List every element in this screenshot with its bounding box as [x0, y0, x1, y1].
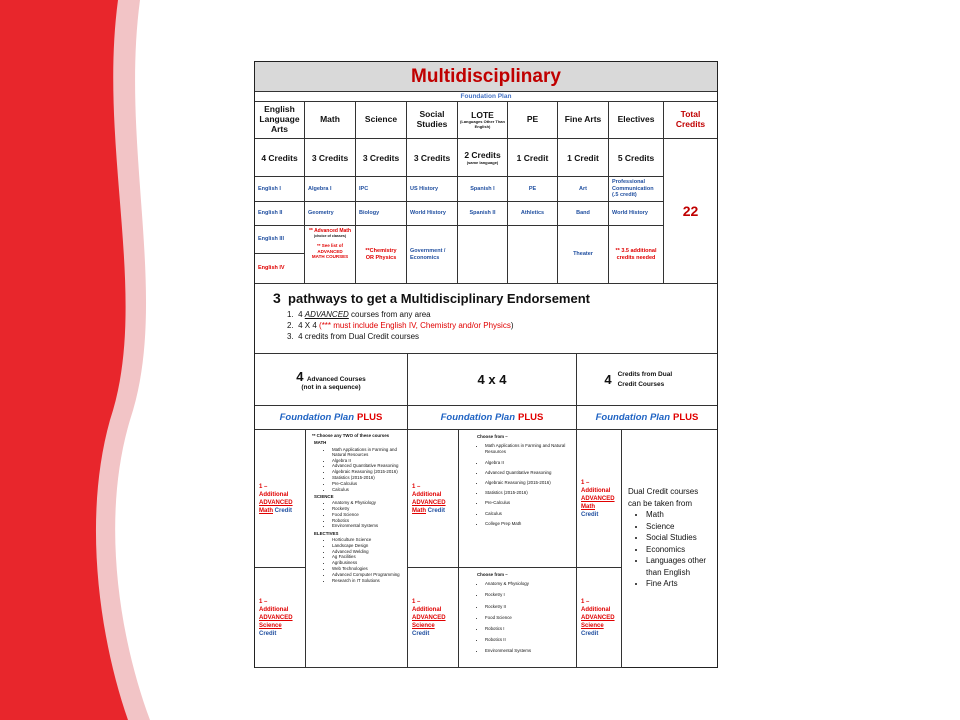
choose-from-heading-1: Choose from – [477, 434, 508, 439]
credits-science: 3 Credits [356, 139, 407, 177]
foundation-plan-plus-1 [255, 406, 408, 430]
credits-ela: 4 Credits [255, 139, 305, 177]
addl-math-credit-3 [577, 430, 622, 568]
foundation-plan-plus-3 [577, 406, 717, 430]
c3-sci-l5: Credit [581, 630, 599, 637]
course-theater: Theater [558, 226, 609, 284]
pathway-item-1: 1. 4 ADVANCED courses from any area [287, 310, 431, 319]
list-item: • Statistics (2015-2016) [332, 475, 403, 480]
course-art: Art [558, 177, 609, 202]
course-algebra-1: Algebra I [305, 177, 356, 202]
c3-sci-l1: 1 – [581, 598, 590, 605]
c2-sci-l1: 1 – [412, 598, 421, 605]
list-item: • Advanced Quantitative Reasoning [485, 470, 572, 476]
c2-math-l3: ADVANCED [412, 499, 446, 506]
list-item: • Pre-Calculus [332, 481, 403, 486]
course-band: Band [558, 202, 609, 226]
list-item: • Math Applications in Farming and Natural Resources [485, 443, 572, 455]
dual-credit-subjects [628, 509, 713, 590]
fp-plus-2: PLUS [518, 412, 544, 423]
pathways-list [273, 309, 717, 342]
c2-math-l2: Additional [412, 491, 442, 498]
pathways-section [255, 284, 717, 354]
course-spanish-1: Spanish I [458, 177, 508, 202]
credits-math: 3 Credits [305, 139, 356, 177]
c2-science-list [463, 581, 572, 654]
c1-math-l4: Math [259, 507, 273, 514]
pathway-1-post: courses from any area [348, 310, 431, 319]
pathway-item-3: 3. 4 credits from Dual Credit courses [287, 332, 420, 341]
choose-two-list [306, 430, 408, 668]
c2-math-l5: Credit [427, 507, 446, 514]
c1-math-l1: 1 – [259, 483, 268, 490]
c3-sci-l3: ADVANCED [581, 614, 615, 621]
pathways-count: 3 [273, 290, 281, 306]
course-geometry: Geometry [305, 202, 356, 226]
course-biology: Biology [356, 202, 407, 226]
c3-sci-l4: Science [581, 622, 604, 629]
list-item: • Algebra II [332, 458, 403, 463]
header-science: Science [356, 102, 407, 139]
option-dual-credit [577, 354, 717, 406]
addl-math-credit-1 [255, 430, 306, 568]
list-item: • Algebraic Reasoning (2015-2016) [485, 480, 572, 486]
list-item: • Landscape Design [332, 543, 403, 548]
list-item: • Anatomy & Physiology [485, 581, 572, 587]
fp-label-2: Foundation Plan [440, 412, 516, 423]
credits-social-studies: 3 Credits [407, 139, 458, 177]
course-professional-communication: Professional Communication (.5 credit) [609, 177, 664, 202]
header-social-studies: Social Studies [407, 102, 458, 139]
fp-plus-1: PLUS [357, 412, 383, 423]
c1-sci-l1: 1 – [259, 598, 268, 605]
header-electives: Electives [609, 102, 664, 139]
pathways-heading-text: pathways to get a Multidisciplinary Endorsement [288, 291, 590, 306]
list-item: • Calculus [485, 511, 572, 517]
fp-label-1: Foundation Plan [279, 412, 355, 423]
advanced-math-cell [305, 226, 356, 284]
list-item: • Agribusiness [332, 560, 403, 565]
pathway-1-em: ADVANCED [304, 310, 349, 319]
c1-electives-list [310, 537, 403, 583]
fp-plus-3: PLUS [673, 412, 699, 423]
c3-math-l4: Math [581, 503, 595, 510]
list-item: • Pre-Calculus [485, 500, 572, 506]
c3-math-l2: Additional [581, 487, 611, 494]
list-item: • Economics [646, 544, 713, 556]
list-item: • Environmental Systems [332, 523, 403, 528]
header-lote-note: (Languages Other Than English) [460, 119, 505, 129]
list-item: • Anatomy & Physiology [332, 500, 403, 505]
credits-fine-arts: 1 Credit [558, 139, 609, 177]
electives-additional-credits: ** 3.5 additional credits needed [609, 226, 664, 284]
list-item: • Robotics I [485, 626, 572, 632]
credits-lote [458, 139, 508, 177]
c3-math-l3: ADVANCED [581, 495, 615, 502]
c3-math-l1: 1 – [581, 479, 590, 486]
slide-red-wave-decoration [0, 0, 200, 720]
choose-from-heading-2: Choose from – [477, 572, 508, 577]
c2-math-list [463, 443, 572, 527]
c1-math-l5: Credit [274, 507, 293, 514]
course-ipc: IPC [356, 177, 407, 202]
credits-lote-note: (same language) [466, 160, 499, 165]
empty-lote-cell [458, 226, 508, 284]
header-fine-arts: Fine Arts [558, 102, 609, 139]
credits-pe: 1 Credit [508, 139, 558, 177]
math-section-label: MATH [314, 440, 327, 446]
course-pe: PE [508, 177, 558, 202]
c1-sci-l2: Additional [259, 606, 289, 613]
list-item: • Robotics II [485, 637, 572, 643]
science-section-label: SCIENCE [314, 493, 334, 499]
choose-from-math-list [459, 430, 577, 568]
list-item: • Languages other than English [646, 555, 713, 578]
course-world-history: World History [407, 202, 458, 226]
course-government-economics: Government / Economics [407, 226, 458, 284]
electives-section-label: ELECTIVES [314, 530, 339, 536]
course-us-history: US History [407, 177, 458, 202]
c3-sci-l2: Additional [581, 606, 611, 613]
list-item: • Rocketry II [485, 604, 572, 610]
option-1-text: Advanced Courses [306, 375, 366, 383]
list-item: • College Prep Math [485, 521, 572, 527]
header-lote-label: LOTE [471, 109, 494, 120]
list-item: • Robotics [332, 518, 403, 523]
chemistry-or-physics: **Chemistry OR Physics [356, 226, 407, 284]
c1-sci-l4: Science [259, 622, 282, 629]
dual-credit-intro: Dual Credit courses can be taken from [628, 487, 699, 508]
list-item: • Advanced Welding [332, 549, 403, 554]
header-ela: English Language Arts [255, 102, 305, 139]
choose-from-science-list [459, 568, 577, 668]
pathway-item-2: 2. 4 X 4 (*** must include English IV, Chemistry and/or Physics) [287, 321, 514, 330]
list-item: • Environmental Systems [485, 648, 572, 654]
list-item: • Math [646, 509, 713, 521]
course-world-history-elective: World History [609, 202, 664, 226]
list-item: • Fine Arts [646, 578, 713, 590]
header-total-credits: Total Credits [664, 102, 717, 139]
advanced-math-label: ** Advanced Math [308, 228, 352, 234]
list-item: • Science [646, 521, 713, 533]
list-item: • Research in IT Solutions [332, 578, 403, 583]
c1-science-list [310, 500, 403, 528]
list-item: • Web Technologies [332, 566, 403, 571]
course-english-2: English II [255, 202, 305, 226]
c1-math-list [310, 447, 403, 492]
empty-pe-cell [508, 226, 558, 284]
c2-math-l4: Math [412, 507, 426, 514]
list-item: • Horticulture Science [332, 537, 403, 542]
credits-lote-value: 2 Credits [464, 150, 501, 160]
page-title: Multidisciplinary [255, 62, 717, 92]
c1-math-l3: ADVANCED [259, 499, 293, 506]
course-english-4: English IV [255, 254, 305, 284]
foundation-plan-plus-2 [408, 406, 577, 430]
header-math: Math [305, 102, 356, 139]
list-item: • Food Science [485, 615, 572, 621]
option-3-number: 4 [604, 372, 612, 387]
addl-math-credit-2 [408, 430, 459, 568]
choose-two-heading: ** Choose any TWO of these courses [312, 433, 390, 438]
option-3-text: Credits from Dual Credit Courses [617, 370, 673, 388]
option-1-number: 4 [296, 368, 304, 384]
list-item: • Math Applications in Farming and Natural Resources [332, 447, 403, 458]
endorsement-document [254, 61, 718, 668]
course-english-1: English I [255, 177, 305, 202]
list-item: • Calculus [332, 487, 403, 492]
c2-sci-l2: Additional [412, 606, 442, 613]
c1-math-l2: Additional [259, 491, 289, 498]
dual-credit-list [622, 430, 717, 668]
list-item: • Ag Facilities [332, 554, 403, 559]
course-english-3: English III [255, 226, 305, 254]
pathway-2-red: (*** must include English IV, Chemistry and/or Physics [319, 321, 511, 330]
list-item: • Rocketry I [485, 592, 572, 598]
c3-math-l5: Credit [581, 511, 599, 518]
course-athletics: Athletics [508, 202, 558, 226]
list-item: • Algebra II [485, 460, 572, 466]
list-item: • Algebraic Reasoning (2015-2016) [332, 469, 403, 474]
see-list-note: ** See list of ADVANCED MATH COURSES [311, 243, 349, 259]
list-item: • Statistics (2015-2016) [485, 490, 572, 496]
advanced-math-note: (choice of classes) [313, 234, 347, 238]
pathway-2-pre: 4 X 4 [298, 321, 320, 330]
option-1-sub: (not in a sequence) [301, 383, 361, 391]
c2-sci-l5: Credit [412, 630, 430, 637]
plan-subtitle: Foundation Plan [255, 92, 717, 102]
pathways-heading [273, 290, 717, 306]
addl-science-credit-1 [255, 568, 306, 668]
c2-sci-l4: Science [412, 622, 435, 629]
header-lote [458, 102, 508, 139]
credits-electives: 5 Credits [609, 139, 664, 177]
addl-science-credit-2 [408, 568, 459, 668]
c1-sci-l3: ADVANCED [259, 614, 293, 621]
header-pe: PE [508, 102, 558, 139]
list-item: • Advanced Computer Programming [332, 572, 403, 577]
list-item: • Rocketry [332, 506, 403, 511]
total-credits-value: 22 [664, 139, 717, 284]
pathway-1-pre: 4 [298, 310, 305, 319]
c2-sci-l3: ADVANCED [412, 614, 446, 621]
addl-science-credit-3 [577, 568, 622, 668]
list-item: • Social Studies [646, 532, 713, 544]
option-advanced-courses [255, 354, 408, 406]
pathway-2-post: ) [510, 321, 514, 330]
c2-math-l1: 1 – [412, 483, 421, 490]
fp-label-3: Foundation Plan [595, 412, 671, 423]
list-item: • Food Science [332, 512, 403, 517]
pathway-3-text: 4 credits from Dual Credit courses [298, 332, 420, 341]
c1-sci-l5: Credit [259, 630, 277, 637]
option-4x4: 4 x 4 [408, 354, 577, 406]
course-spanish-2: Spanish II [458, 202, 508, 226]
list-item: • Advanced Quantitative Reasoning [332, 463, 403, 468]
